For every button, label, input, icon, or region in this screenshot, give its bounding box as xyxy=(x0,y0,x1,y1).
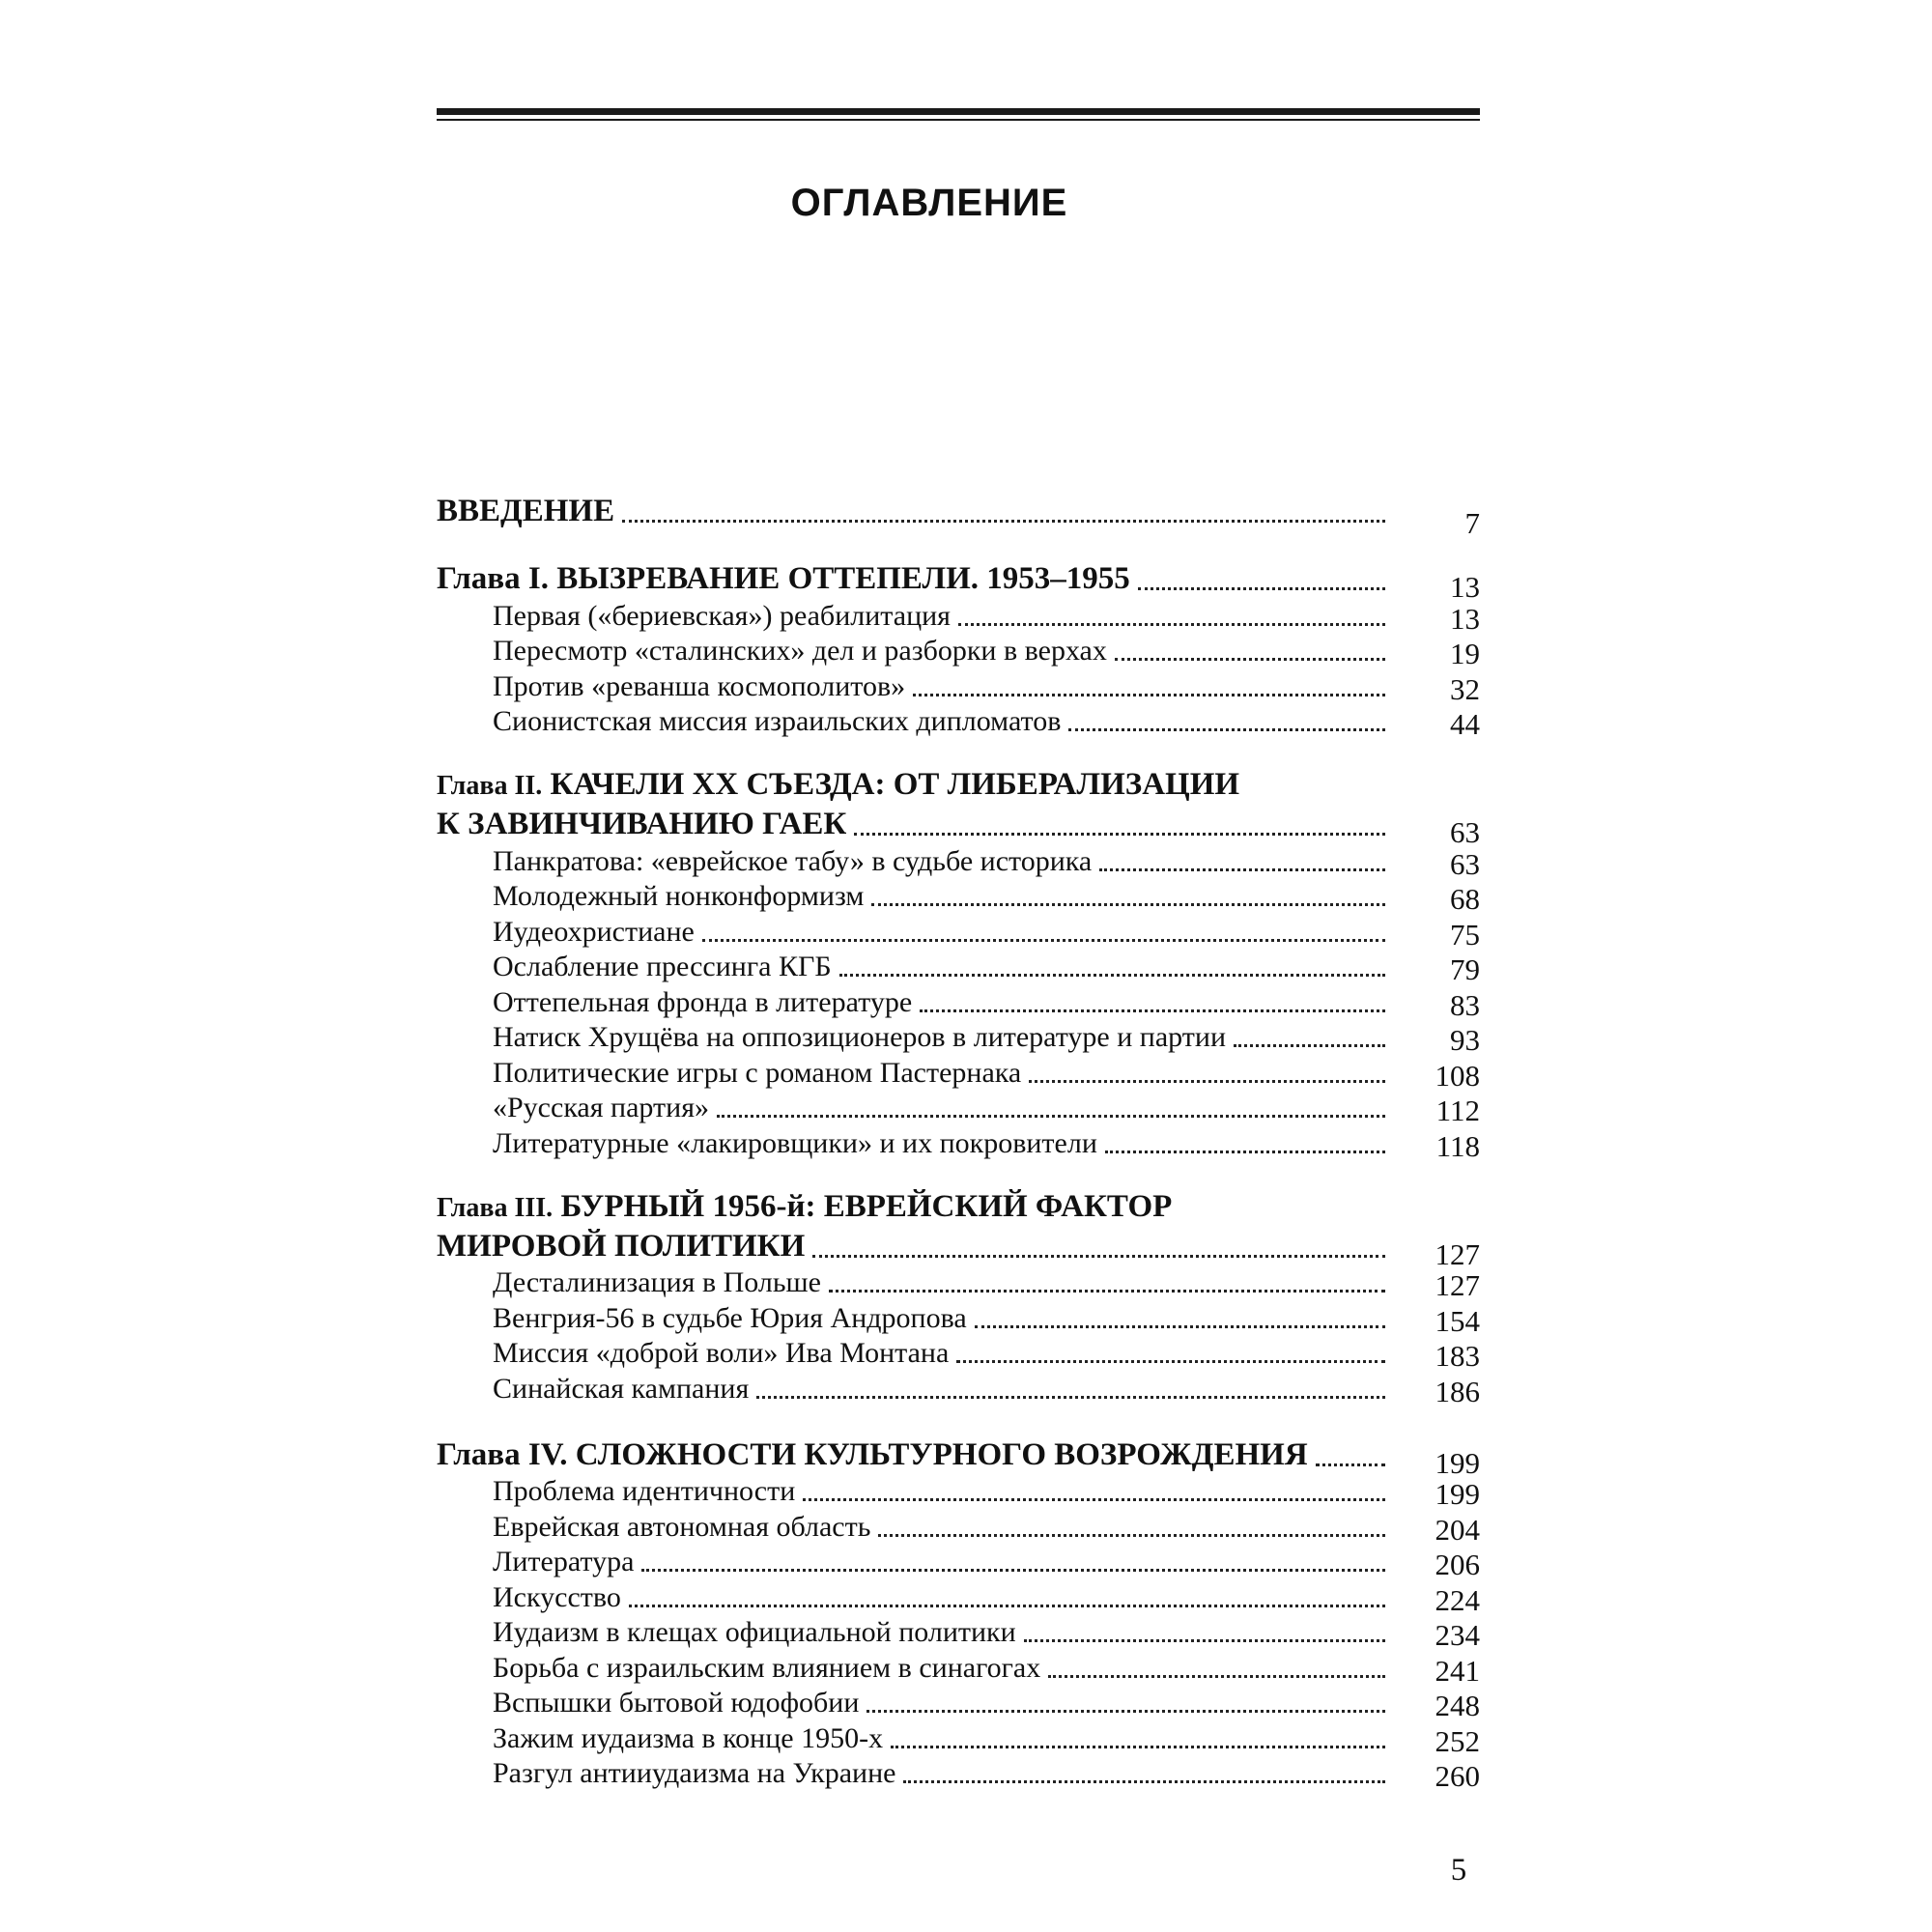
toc-intro-entry xyxy=(437,483,1480,540)
toc-section-label: «Русская партия» xyxy=(493,1092,709,1123)
toc-section-entry xyxy=(437,1649,1480,1688)
toc-section-entry xyxy=(437,913,1480,952)
toc-section-label: Десталинизация в Польше xyxy=(493,1266,821,1298)
toc-section-entry xyxy=(437,1614,1480,1650)
toc-section-page: 260 xyxy=(1435,1759,1480,1793)
toc-intro-label: ВВЕДЕНИЕ xyxy=(437,494,615,528)
toc-chapter-page: 13 xyxy=(1450,570,1480,604)
dot-leader xyxy=(1029,1080,1385,1083)
toc-section-page: 224 xyxy=(1435,1582,1480,1617)
toc-section-label: Молодежный нонконформизм xyxy=(493,880,865,912)
dot-leader xyxy=(629,1605,1385,1607)
dot-leader xyxy=(1234,1044,1385,1047)
toc-section-page: 204 xyxy=(1435,1512,1480,1547)
toc-section-page: 108 xyxy=(1435,1058,1480,1093)
toc-section-page: 79 xyxy=(1450,952,1480,986)
toc-section-label: Панкратова: «еврейское табу» в судьбе историка xyxy=(493,844,1093,877)
toc-section-page: 32 xyxy=(1450,671,1480,706)
dot-leader xyxy=(1115,658,1385,661)
toc-section-label: Проблема идентичности xyxy=(493,1475,796,1507)
toc-section-page: 75 xyxy=(1450,917,1480,952)
toc-chapter-prefix: Глава III. xyxy=(437,1192,554,1223)
toc-section-page: 118 xyxy=(1435,1128,1480,1163)
chapter-gap xyxy=(437,1406,1480,1435)
dot-leader xyxy=(1105,1151,1385,1153)
toc-section-page: 252 xyxy=(1435,1723,1480,1758)
toc-chapter-title-line: БУРНЫЙ 1956-й: ЕВРЕЙСКИЙ ФАКТОР xyxy=(560,1188,1173,1224)
page-number: 5 xyxy=(1450,1853,1467,1888)
toc-section-page: 112 xyxy=(1435,1094,1480,1127)
toc-section-page: 19 xyxy=(1450,637,1480,670)
toc-section-label: Литературные «лакировщики» и их покровители xyxy=(493,1126,1097,1159)
dot-leader xyxy=(1024,1639,1385,1642)
dot-leader xyxy=(878,1534,1385,1537)
toc-section-page: 241 xyxy=(1435,1653,1480,1688)
toc-section-label: Пересмотр «сталинских» дел и разборки в верхах xyxy=(493,635,1107,667)
dot-leader xyxy=(958,623,1385,626)
toc-section-label: Миссия «доброй воли» Ива Монтана xyxy=(493,1337,950,1369)
toc-chapter-title-line: КАЧЕЛИ XX СЪЕЗДА: ОТ ЛИБЕРАЛИЗАЦИИ xyxy=(550,767,1240,802)
toc-section-page: 206 xyxy=(1435,1548,1480,1581)
toc-chapter-title-line: СЛОЖНОСТИ КУЛЬТУРНОГО ВОЗРОЖДЕНИЯ xyxy=(575,1436,1308,1472)
toc-section-entry xyxy=(437,983,1480,1022)
toc-section-label: Политические игры с романом Пастернака xyxy=(493,1056,1022,1089)
toc-section-label: Еврейская автономная область xyxy=(493,1510,871,1543)
dot-leader xyxy=(829,1290,1385,1293)
dot-leader xyxy=(913,694,1385,696)
dot-leader xyxy=(717,1115,1385,1118)
toc-section-entry xyxy=(437,1473,1480,1509)
dot-leader xyxy=(867,1710,1385,1713)
toc-section-label: Против «реванша космополитов» xyxy=(493,669,906,702)
toc-section-entry xyxy=(437,1719,1480,1758)
toc-section-label: Натиск Хрущёва на оппозиционеров в литературе и партии xyxy=(493,1021,1226,1053)
toc-section-label: Оттепельная фронда в литературе xyxy=(493,985,913,1018)
dot-leader xyxy=(1048,1675,1385,1678)
table-of-contents xyxy=(437,483,1480,1793)
toc-section-entry xyxy=(437,949,1480,984)
toc-section-entry xyxy=(437,1508,1480,1547)
toc-section-entry xyxy=(437,703,1480,739)
toc-chapter-title xyxy=(437,807,846,842)
toc-section-label: Вспышки бытовой юдофобии xyxy=(493,1687,860,1719)
chapter-gap xyxy=(437,738,1480,767)
toc-chapter-title xyxy=(437,561,1130,597)
dot-leader xyxy=(839,974,1385,977)
toc-section-page: 44 xyxy=(1450,707,1480,741)
dot-leader xyxy=(1138,587,1385,590)
toc-section-page: 199 xyxy=(1435,1477,1480,1511)
dot-leader xyxy=(1099,868,1385,871)
toc-section-entry xyxy=(437,1019,1480,1055)
toc-section-label: Зажим иудаизма в конце 1950-х xyxy=(493,1721,884,1754)
toc-section-entry xyxy=(437,1264,1480,1300)
dot-leader xyxy=(854,833,1385,836)
toc-section-page: 186 xyxy=(1435,1374,1480,1408)
toc-chapter-page: 199 xyxy=(1435,1445,1480,1480)
toc-section-entry xyxy=(437,1578,1480,1617)
dot-leader xyxy=(871,903,1385,906)
toc-chapter-page: 63 xyxy=(1450,815,1480,849)
toc-section-label: Борьба с израильским влиянием в синагогах xyxy=(493,1651,1041,1684)
toc-section-entry xyxy=(437,842,1480,881)
toc-section-page: 154 xyxy=(1435,1303,1480,1338)
dot-leader xyxy=(641,1569,1385,1572)
toc-section-entry xyxy=(437,633,1480,668)
toc-section-page: 63 xyxy=(1450,846,1480,881)
toc-chapter-page: 127 xyxy=(1435,1236,1480,1271)
toc-section-page: 83 xyxy=(1450,987,1480,1022)
toc-section-page: 248 xyxy=(1435,1689,1480,1722)
toc-chapter-title-line: МИРОВОЙ ПОЛИТИКИ xyxy=(437,1228,806,1264)
toc-chapter-title-line: К ЗАВИНЧИВАНИЮ ГАЕК xyxy=(437,807,847,841)
dot-leader xyxy=(920,1009,1385,1012)
toc-section-page: 183 xyxy=(1435,1339,1480,1373)
toc-chapter-title xyxy=(437,1437,1308,1473)
toc-section-label: Литература xyxy=(493,1546,635,1577)
dot-leader xyxy=(1316,1463,1385,1466)
dot-leader xyxy=(903,1780,1385,1783)
toc-intro-page: 7 xyxy=(1464,506,1480,540)
page-title: ОГЛАВЛЕНИЕ xyxy=(790,182,1068,224)
toc-section-page: 13 xyxy=(1450,601,1480,636)
toc-section-entry xyxy=(437,1685,1480,1720)
toc-chapter-prefix: Глава IV. xyxy=(437,1436,568,1472)
toc-section-page: 93 xyxy=(1450,1023,1480,1057)
header-rule-thin xyxy=(437,119,1480,121)
toc-section-page: 68 xyxy=(1450,882,1480,916)
toc-section-entry xyxy=(437,1755,1480,1791)
toc-section-entry xyxy=(437,1544,1480,1579)
toc-section-label: Разгул антииудаизма на Украине xyxy=(493,1757,896,1789)
toc-section-entry xyxy=(437,1370,1480,1406)
chapter-gap xyxy=(437,529,1480,558)
toc-section-label: Первая («бериевская») реабилитация xyxy=(493,599,951,632)
toc-chapter-entry xyxy=(437,804,1480,849)
toc-section-page: 127 xyxy=(1435,1268,1480,1302)
toc-section-entry xyxy=(437,1124,1480,1163)
toc-section-entry xyxy=(437,878,1480,914)
toc-chapter-prefix: Глава II. xyxy=(437,771,543,801)
toc-section-label: Синайская кампания xyxy=(493,1372,750,1405)
toc-section-page: 234 xyxy=(1435,1618,1480,1652)
header-rule-thick xyxy=(437,108,1480,115)
toc-chapter-entry xyxy=(437,558,1480,604)
toc-section-label: Сионистская миссия израильских дипломатов xyxy=(493,705,1062,737)
toc-chapter-prefix: Глава I. xyxy=(437,561,549,596)
dot-leader xyxy=(812,1255,1385,1258)
dot-leader xyxy=(622,520,1385,523)
toc-section-entry xyxy=(437,1335,1480,1371)
toc-section-label: Венгрия-56 в судьбе Юрия Андропова xyxy=(493,1301,967,1334)
dot-leader xyxy=(803,1498,1385,1501)
dot-leader xyxy=(891,1746,1385,1748)
toc-chapter-title xyxy=(437,1229,805,1264)
toc-section-label: Иудеохристиане xyxy=(493,915,695,948)
toc-chapter-heading-line xyxy=(437,1189,1480,1226)
toc-section-entry xyxy=(437,1299,1480,1338)
dot-leader xyxy=(1068,728,1385,731)
toc-section-label: Ослабление прессинга КГБ xyxy=(493,951,832,982)
toc-section-label: Иудаизм в клещах официальной политики xyxy=(493,1616,1016,1648)
chapter-gap xyxy=(437,1160,1480,1189)
toc-section-entry xyxy=(437,668,1480,706)
toc-section-entry xyxy=(437,597,1480,636)
toc-chapter-title-line: ВЫЗРЕВАНИЕ ОТТЕПЕЛИ. 1953–1955 xyxy=(556,561,1130,596)
toc-section-entry xyxy=(437,1054,1480,1093)
toc-chapter-heading-line xyxy=(437,767,1480,804)
toc-chapter-entry xyxy=(437,1226,1480,1271)
toc-section-entry xyxy=(437,1090,1480,1125)
dot-leader xyxy=(975,1325,1385,1328)
dot-leader xyxy=(702,939,1385,942)
dot-leader xyxy=(956,1360,1385,1363)
toc-section-label: Искусство xyxy=(493,1580,621,1613)
dot-leader xyxy=(756,1396,1385,1399)
toc-chapter-entry xyxy=(437,1435,1480,1480)
